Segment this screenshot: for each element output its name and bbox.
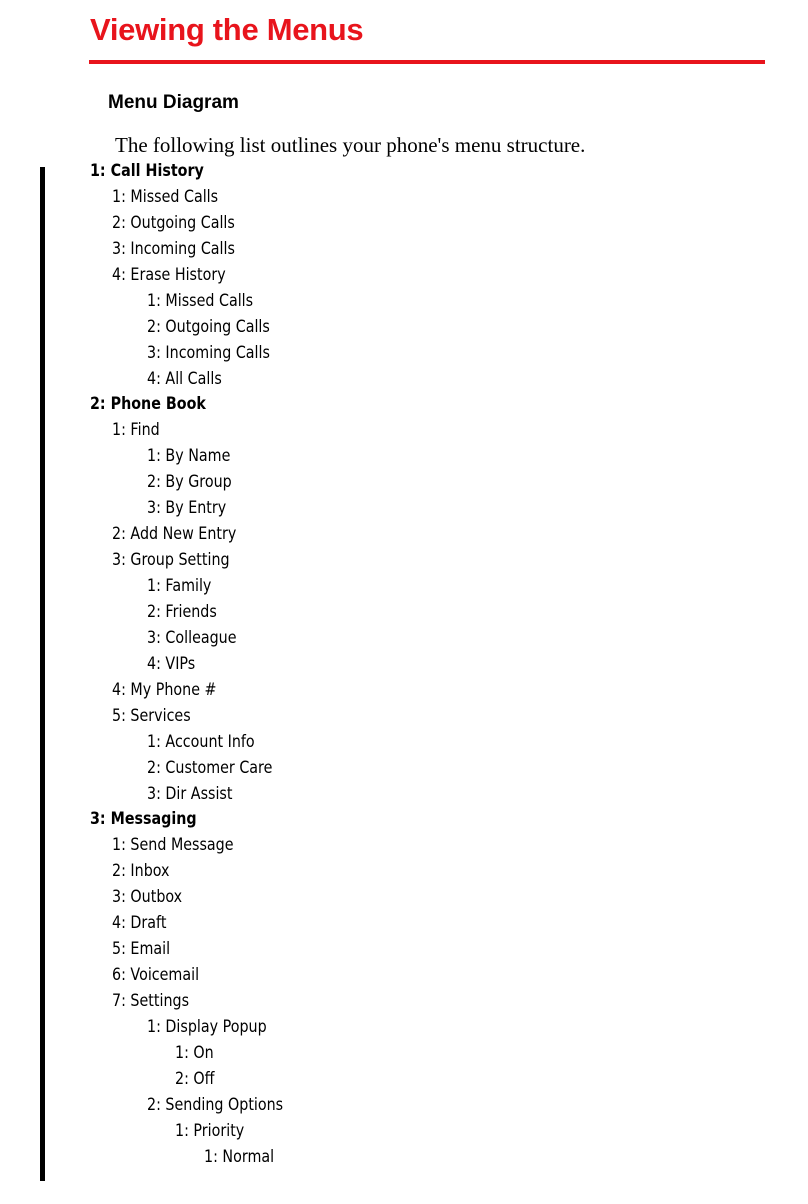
- menu-item-level-0: 2: Phone Book: [90, 394, 206, 415]
- menu-item-level-2: 1: Missed Calls: [147, 290, 254, 311]
- menu-item-level-0: 1: Call History: [90, 161, 204, 181]
- menu-tree: [0, 159, 309, 1171]
- menu-item-level-1: 5: Services: [112, 705, 191, 726]
- menu-item-level-1: 4: My Phone #: [112, 679, 217, 700]
- intro-text: The following list outlines your phone's menu structure.: [115, 133, 586, 157]
- page-title: Viewing the Menus: [90, 12, 364, 47]
- menu-item-level-1: 5: Email: [112, 939, 171, 960]
- menu-item-level-1: 4: Erase History: [112, 264, 226, 285]
- menu-item-level-2: 4: All Calls: [147, 368, 222, 389]
- menu-item-level-2: 3: Dir Assist: [147, 783, 233, 804]
- menu-item-level-1: 3: Group Setting: [112, 550, 230, 571]
- menu-item-level-1: 1: Find: [112, 420, 160, 441]
- menu-item-level-2: 1: Account Info: [147, 731, 255, 752]
- menu-item-level-1: 1: Missed Calls: [112, 186, 219, 207]
- menu-item-level-2: 3: Colleague: [147, 627, 237, 648]
- menu-item-level-2: 1: By Name: [147, 446, 231, 467]
- menu-item-level-2: 2: By Group: [147, 472, 232, 493]
- menu-item-level-0: 3: Messaging: [90, 809, 197, 830]
- menu-item-level-1: 2: Inbox: [112, 861, 170, 882]
- menu-item-level-2: 4: VIPs: [147, 653, 196, 674]
- menu-item-level-1: 3: Outbox: [112, 887, 183, 908]
- title-rule: [89, 60, 765, 64]
- menu-item-level-1: 7: Settings: [112, 991, 190, 1011]
- menu-item-level-3: 1: On: [175, 1042, 214, 1063]
- menu-item-level-3: 1: Priority: [175, 1120, 245, 1141]
- menu-item-level-2: 3: By Entry: [147, 498, 227, 519]
- menu-item-level-2: 2: Sending Options: [147, 1094, 284, 1115]
- menu-item-level-2: 1: Family: [147, 576, 212, 596]
- menu-item-level-1: 2: Outgoing Calls: [112, 212, 235, 233]
- menu-item-level-1: 2: Add New Entry: [112, 524, 237, 545]
- menu-item-level-1: 4: Draft: [112, 913, 167, 934]
- menu-item-level-2: 2: Customer Care: [147, 757, 273, 778]
- menu-item-level-1: 3: Incoming Calls: [112, 238, 235, 259]
- menu-item-level-2: 2: Outgoing Calls: [147, 316, 270, 337]
- menu-item-level-4: 1: Normal: [204, 1146, 275, 1167]
- menu-item-level-1: 6: Voicemail: [112, 965, 200, 986]
- menu-item-level-3: 2: Off: [175, 1068, 215, 1089]
- menu-item-level-2: 3: Incoming Calls: [147, 342, 270, 363]
- section-heading: Menu Diagram: [108, 92, 239, 113]
- menu-item-level-1: 1: Send Message: [112, 835, 234, 856]
- menu-item-level-2: 2: Friends: [147, 601, 217, 622]
- menu-item-level-2: 1: Display Popup: [147, 1016, 267, 1037]
